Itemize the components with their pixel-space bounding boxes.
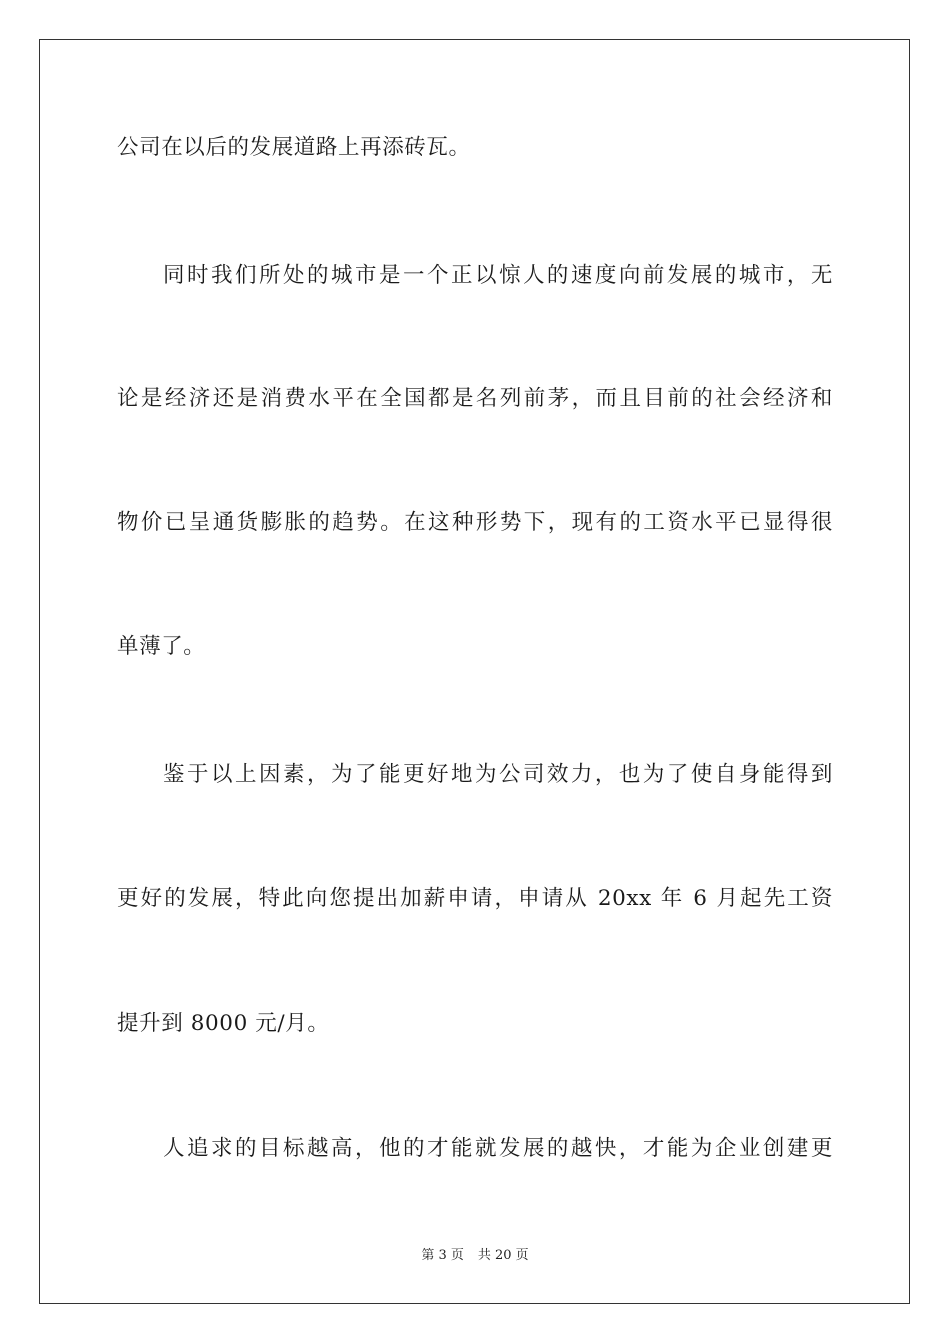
text-line: 论是经济还是消费水平在全国都是名列前茅，而且目前的社会经济和	[117, 386, 833, 411]
page-footer	[0, 1247, 950, 1265]
text-line: 物价已呈通货膨胀的趋势。在这种形势下，现有的工资水平已显得很	[117, 510, 833, 535]
page-number: 第 3 页	[421, 1248, 464, 1263]
text-line: 更好的发展，特此向您提出加薪申请，申请从 20xx 年 6 月起先工资	[117, 886, 833, 911]
text-line: 提升到 8000 元/月。	[117, 1011, 330, 1036]
page-total: 共 20 页	[477, 1248, 529, 1263]
text-line: 同时我们所处的城市是一个正以惊人的速度向前发展的城市，无	[163, 263, 833, 288]
text-line: 单薄了。	[117, 634, 206, 659]
text-line: 公司在以后的发展道路上再添砖瓦。	[117, 135, 471, 160]
page-border	[39, 39, 910, 1304]
text-line: 人追求的目标越高，他的才能就发展的越快，才能为企业创建更	[163, 1136, 833, 1161]
text-line: 鉴于以上因素，为了能更好地为公司效力，也为了使自身能得到	[163, 762, 833, 787]
